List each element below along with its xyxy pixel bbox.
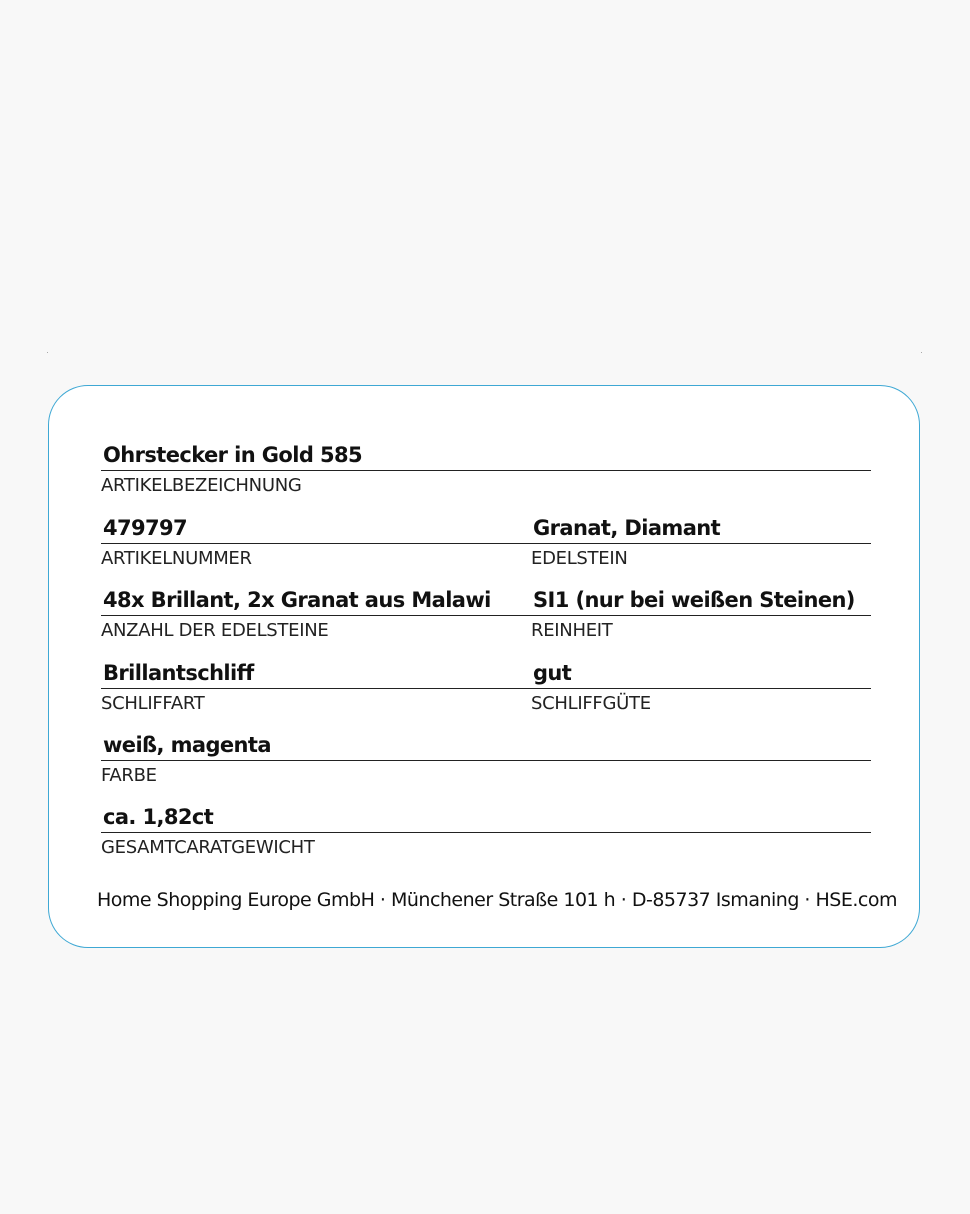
product-info-card	[48, 385, 920, 948]
divider	[101, 760, 871, 761]
divider	[101, 832, 871, 833]
divider	[101, 615, 534, 616]
field-cut-quality	[531, 661, 871, 714]
color-value: weiß, magenta	[103, 733, 271, 757]
field-cut-type	[101, 661, 534, 714]
cut-quality-label: SCHLIFFGÜTE	[531, 693, 651, 714]
color-label: FARBE	[101, 765, 157, 786]
article-number-value: 479797	[103, 516, 188, 540]
field-article-number	[101, 516, 534, 569]
divider	[531, 543, 871, 544]
clarity-value: SI1 (nur bei weißen Steinen)	[533, 588, 855, 612]
field-gem-count	[101, 588, 534, 641]
cut-type-value: Brillantschliff	[103, 661, 254, 685]
divider	[531, 615, 871, 616]
article-name-label: ARTIKELBEZEICHNUNG	[101, 475, 302, 496]
total-carat-label: GESAMTCARATGEWICHT	[101, 837, 315, 858]
gemstone-value: Granat, Diamant	[533, 516, 721, 540]
article-number-label: ARTIKELNUMMER	[101, 548, 252, 569]
divider	[101, 470, 871, 471]
gem-count-label: ANZAHL DER EDELSTEINE	[101, 620, 329, 641]
divider	[101, 688, 534, 689]
field-clarity	[531, 588, 871, 641]
field-total-carat	[101, 805, 871, 858]
corner-mark-left	[47, 352, 48, 353]
divider	[531, 688, 871, 689]
cut-quality-value: gut	[533, 661, 572, 685]
field-color	[101, 733, 871, 786]
divider	[101, 543, 534, 544]
field-article-name	[101, 443, 871, 496]
gem-count-value: 48x Brillant, 2x Granat aus Malawi	[103, 588, 491, 612]
cut-type-label: SCHLIFFART	[101, 693, 205, 714]
company-footer: Home Shopping Europe GmbH · Münchener Straße 101 h · D-85737 Ismaning · HSE.com	[97, 889, 897, 911]
gemstone-label: EDELSTEIN	[531, 548, 628, 569]
field-gemstone	[531, 516, 871, 569]
article-name-value: Ohrstecker in Gold 585	[103, 443, 363, 467]
corner-mark-right	[921, 352, 922, 353]
clarity-label: REINHEIT	[531, 620, 613, 641]
total-carat-value: ca. 1,82ct	[103, 805, 214, 829]
